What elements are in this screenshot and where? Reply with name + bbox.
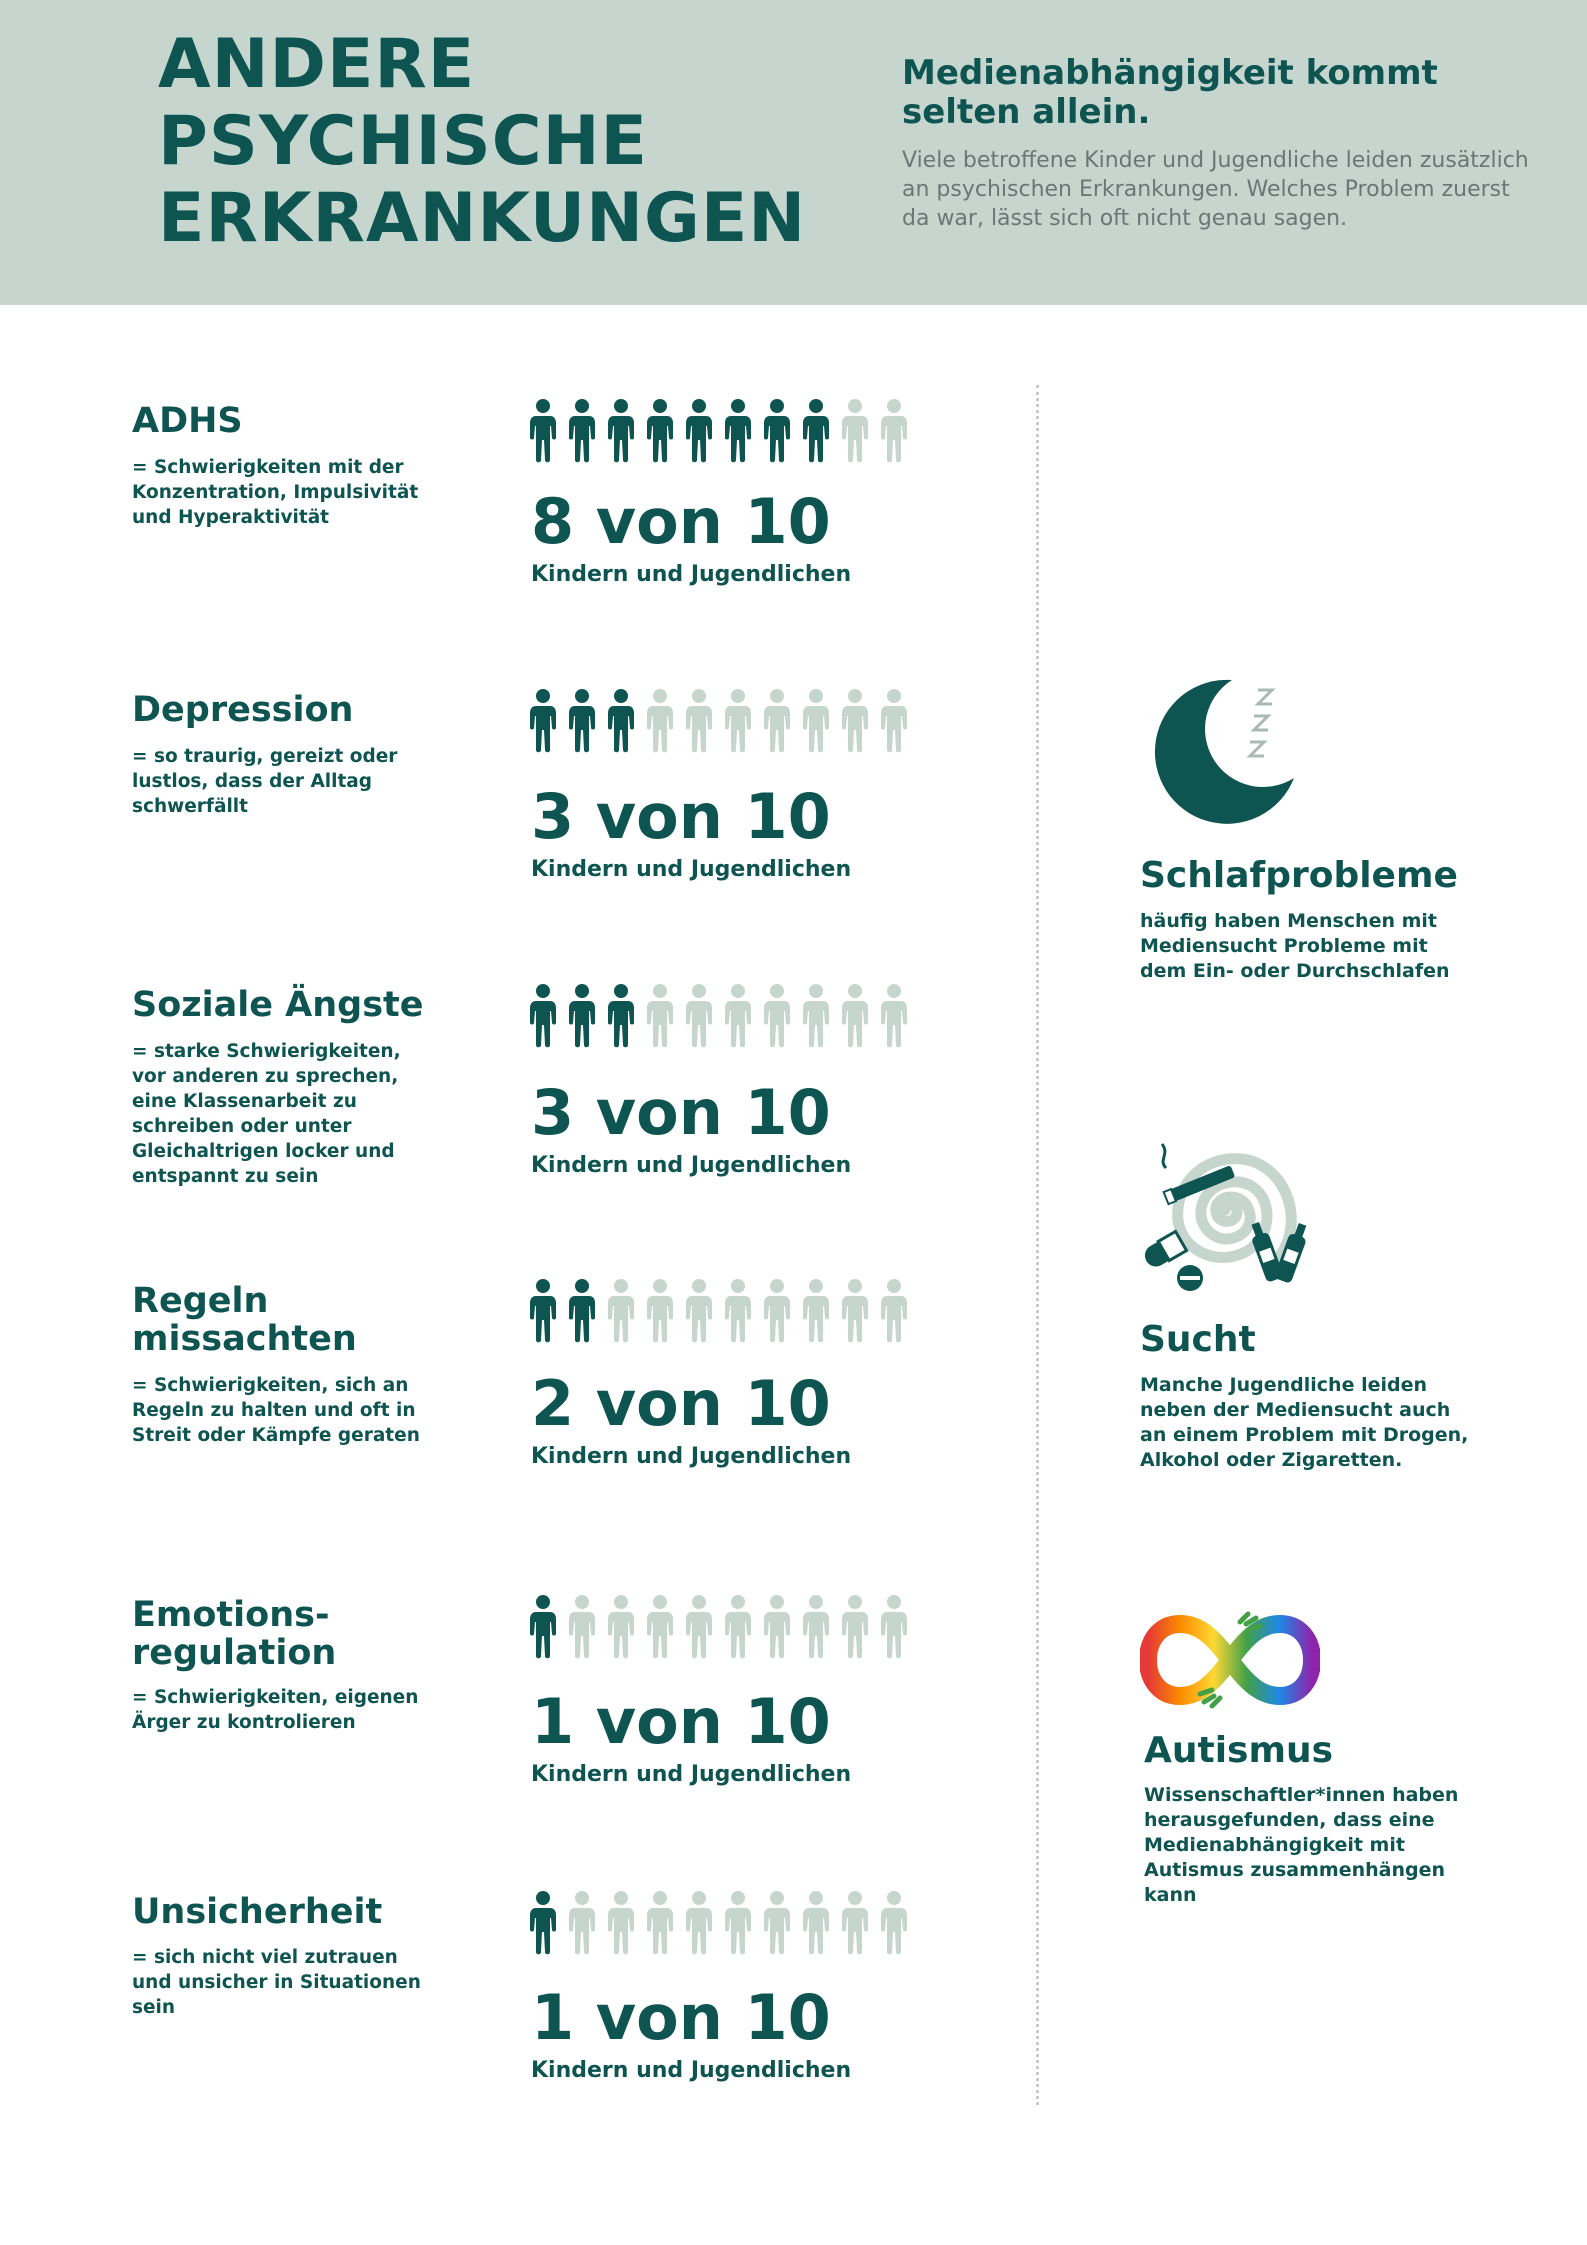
condition-stat: 1 von 10 bbox=[531, 1981, 831, 2054]
person-icon-filled bbox=[608, 984, 634, 1047]
person-icon-empty bbox=[764, 1279, 790, 1342]
person-icon-empty bbox=[569, 1595, 595, 1658]
person-icon-filled bbox=[725, 399, 751, 462]
person-icon-empty bbox=[725, 1279, 751, 1342]
stat-label: Kindern und Jugendlichen bbox=[531, 562, 852, 587]
condition-stat: 8 von 10 bbox=[531, 485, 831, 558]
person-icon-empty bbox=[725, 1891, 751, 1954]
condition-description: = Schwierigkeiten, sich an Regeln zu halten und oft in Streit oder Kämpfe geraten bbox=[132, 1375, 420, 1446]
person-icon-filled bbox=[608, 399, 634, 462]
person-icon-empty bbox=[647, 1891, 673, 1954]
stat-label: Kindern und Jugendlichen bbox=[531, 2058, 852, 2083]
header-banner bbox=[0, 0, 1587, 305]
people-pictogram bbox=[528, 1890, 918, 1958]
people-pictogram bbox=[528, 1594, 918, 1662]
person-icon-empty bbox=[686, 1595, 712, 1658]
title-line: PSYCHISCHE bbox=[158, 102, 648, 181]
person-icon-empty bbox=[803, 1891, 829, 1954]
title-line: ANDERE bbox=[158, 25, 476, 104]
condition-name bbox=[132, 1282, 357, 1358]
condition-description: = starke Schwierigkeiten, vor anderen zu sprechen, eine Klassenarbeit zu schreiben oder unter Gleichaltrigen locker und entspannt zu sein bbox=[132, 1041, 401, 1187]
person-icon-filled bbox=[530, 984, 556, 1047]
person-icon-empty bbox=[842, 1279, 868, 1342]
person-icon-filled bbox=[530, 1891, 556, 1954]
condition-name: Depression bbox=[132, 690, 354, 730]
addiction-spiral-icon bbox=[1140, 1126, 1320, 1306]
subtitle: Medienabhängigkeit kommt selten allein. bbox=[902, 53, 1438, 132]
condition-description: = Schwierigkeiten mit der Konzentration, Impulsivität und Hyperaktivität bbox=[132, 457, 419, 528]
intro-text: Viele betroffene Kinder und Jugendliche leiden zusätzlich an psychischen Erkrankungen. Welches Problem zuerst da war, lässt sich oft nicht genau sagen. bbox=[902, 148, 1529, 231]
people-pictogram bbox=[528, 688, 918, 756]
person-icon-filled bbox=[803, 399, 829, 462]
person-icon-empty bbox=[842, 1595, 868, 1658]
side-topic-name: Autismus bbox=[1144, 1730, 1334, 1771]
condition-stat: 3 von 10 bbox=[531, 780, 831, 853]
side-topic-description: Manche Jugendliche leiden neben der Mediensucht auch an einem Problem mit Drogen, Alkohol oder Zigaretten. bbox=[1140, 1374, 1469, 1471]
person-icon-empty bbox=[608, 1279, 634, 1342]
person-icon-empty bbox=[569, 1891, 595, 1954]
person-icon-empty bbox=[803, 1279, 829, 1342]
person-icon-empty bbox=[686, 984, 712, 1047]
person-icon-empty bbox=[764, 984, 790, 1047]
person-icon-filled bbox=[530, 689, 556, 752]
person-icon-empty bbox=[803, 1595, 829, 1658]
person-icon-empty bbox=[647, 1279, 673, 1342]
person-icon-empty bbox=[764, 1595, 790, 1658]
title-line: ERKRANKUNGEN bbox=[158, 179, 807, 258]
people-pictogram bbox=[528, 398, 918, 466]
person-icon-filled bbox=[608, 689, 634, 752]
person-icon-filled bbox=[764, 399, 790, 462]
side-topic-description: Wissenschaftler*innen haben herausgefunden, dass eine Medienabhängigkeit mit Autismus zusammenhängen kann bbox=[1144, 1784, 1459, 1906]
condition-name-line: Emotions- bbox=[132, 1595, 330, 1635]
condition-stat: 3 von 10 bbox=[531, 1076, 831, 1149]
person-icon-empty bbox=[725, 984, 751, 1047]
condition-name-line: Regeln bbox=[132, 1281, 269, 1321]
condition-name: Soziale Ängste bbox=[132, 985, 424, 1025]
condition-name-line: missachten bbox=[132, 1319, 357, 1359]
person-icon-empty bbox=[842, 689, 868, 752]
person-icon-empty bbox=[686, 1279, 712, 1342]
stat-label: Kindern und Jugendlichen bbox=[531, 857, 852, 882]
person-icon-filled bbox=[569, 689, 595, 752]
person-icon-filled bbox=[530, 399, 556, 462]
person-icon-empty bbox=[764, 689, 790, 752]
rainbow-infinity-icon bbox=[1140, 1610, 1320, 1710]
person-icon-empty bbox=[842, 399, 868, 462]
people-pictogram bbox=[528, 983, 918, 1051]
page-title bbox=[158, 26, 806, 257]
person-icon-filled bbox=[686, 399, 712, 462]
person-icon-empty bbox=[881, 1595, 907, 1658]
condition-name: Unsicherheit bbox=[132, 1892, 383, 1932]
person-icon-empty bbox=[686, 689, 712, 752]
person-icon-empty bbox=[608, 1891, 634, 1954]
condition-name-line: regulation bbox=[132, 1633, 337, 1673]
stat-label: Kindern und Jugendlichen bbox=[531, 1762, 852, 1787]
person-icon-empty bbox=[725, 689, 751, 752]
person-icon-empty bbox=[647, 1595, 673, 1658]
moon-sleep-icon bbox=[1138, 668, 1298, 828]
condition-description: = sich nicht viel zutrauen und unsicher in Situationen sein bbox=[132, 1947, 421, 2018]
person-icon-empty bbox=[647, 984, 673, 1047]
condition-name: ADHS bbox=[132, 401, 243, 441]
condition-stat: 2 von 10 bbox=[531, 1367, 831, 1440]
person-icon-empty bbox=[803, 984, 829, 1047]
person-icon-filled bbox=[569, 984, 595, 1047]
person-icon-empty bbox=[881, 984, 907, 1047]
person-icon-empty bbox=[842, 984, 868, 1047]
people-pictogram bbox=[528, 1278, 918, 1346]
person-icon-filled bbox=[569, 1279, 595, 1342]
person-icon-empty bbox=[881, 689, 907, 752]
person-icon-empty bbox=[881, 399, 907, 462]
side-topic-name: Schlafprobleme bbox=[1140, 855, 1458, 896]
person-icon-empty bbox=[803, 689, 829, 752]
person-icon-empty bbox=[647, 689, 673, 752]
condition-description: = Schwierigkeiten, eigenen Ärger zu kontrolieren bbox=[132, 1687, 419, 1733]
stat-label: Kindern und Jugendlichen bbox=[531, 1153, 852, 1178]
condition-name bbox=[132, 1596, 336, 1672]
person-icon-empty bbox=[881, 1279, 907, 1342]
side-topic-description: häufig haben Menschen mit Mediensucht Probleme mit dem Ein- oder Durchschlafen bbox=[1140, 910, 1450, 982]
person-icon-empty bbox=[881, 1891, 907, 1954]
side-topic-name: Sucht bbox=[1140, 1319, 1256, 1360]
person-icon-empty bbox=[842, 1891, 868, 1954]
stat-label: Kindern und Jugendlichen bbox=[531, 1444, 852, 1469]
person-icon-filled bbox=[569, 399, 595, 462]
person-icon-filled bbox=[530, 1279, 556, 1342]
person-icon-filled bbox=[530, 1595, 556, 1658]
person-icon-empty bbox=[686, 1891, 712, 1954]
column-divider bbox=[1036, 385, 1039, 2105]
condition-stat: 1 von 10 bbox=[531, 1685, 831, 1758]
person-icon-empty bbox=[608, 1595, 634, 1658]
person-icon-filled bbox=[647, 399, 673, 462]
condition-description: = so traurig, gereizt oder lustlos, dass der Alltag schwerfällt bbox=[132, 746, 398, 817]
person-icon-empty bbox=[764, 1891, 790, 1954]
person-icon-empty bbox=[725, 1595, 751, 1658]
